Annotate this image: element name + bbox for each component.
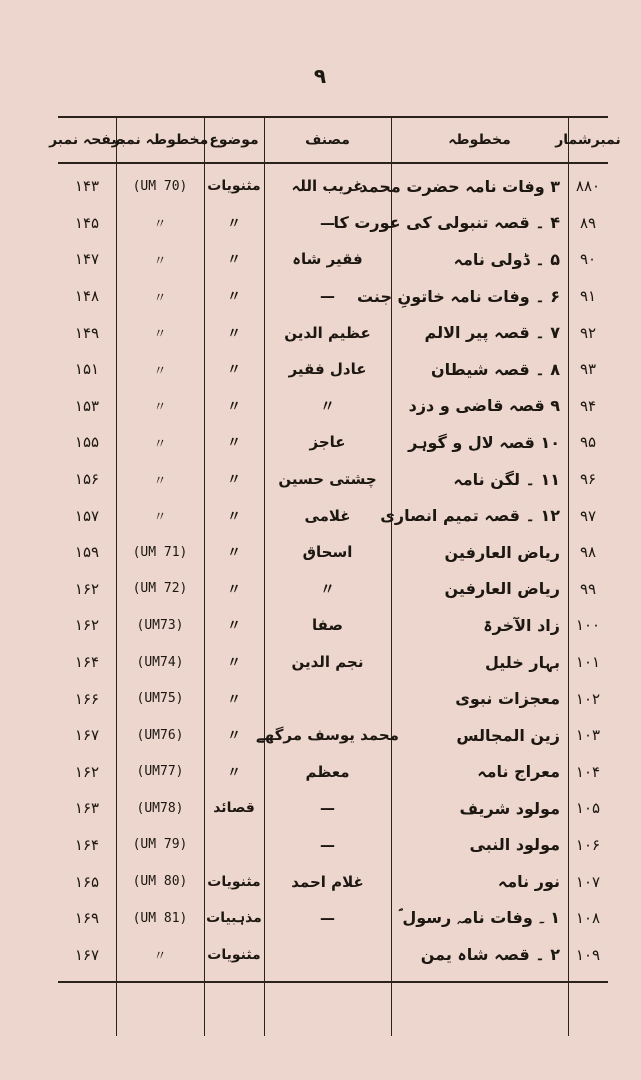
cell-page: ۱۶۲ xyxy=(74,616,100,635)
cell-subject: 〃 xyxy=(227,362,241,379)
table-row xyxy=(58,571,608,608)
cell-page: ۱۴۸ xyxy=(74,287,100,306)
cell-ms-number: (UM 72) xyxy=(132,581,188,597)
cell-ms-number: 〃 xyxy=(153,327,167,343)
cell-ms-number: 〃 xyxy=(153,510,167,526)
cell-serial: ۸۹ xyxy=(579,213,597,232)
cell-manuscript: ۱۲ ۔ قصہ تمیم انصاری xyxy=(380,506,560,526)
cell-serial: ۱۰۹ xyxy=(575,945,601,964)
table-header xyxy=(49,116,621,164)
cell-ms-number: 〃 xyxy=(153,400,167,416)
table-row xyxy=(58,863,608,900)
cell-manuscript: معجزات نبوی xyxy=(455,689,560,709)
cell-ms-number: (UM75) xyxy=(136,691,184,707)
cell-page: ۱۵۳ xyxy=(74,396,100,415)
cell-ms-number: (UM 71) xyxy=(132,544,188,560)
cell-ms-number: (UM77) xyxy=(136,764,184,780)
cell-subject: 〃 xyxy=(227,508,241,525)
cell-manuscript: زاد الآخرۃ xyxy=(483,615,560,635)
cell-page: ۱۶۹ xyxy=(74,909,100,928)
cell-subject: 〃 xyxy=(227,764,241,781)
cell-serial: ۹۳ xyxy=(579,360,597,379)
cell-page: ۱۴۹ xyxy=(74,323,100,342)
cell-manuscript: زین المجالس xyxy=(456,725,560,745)
manuscript-catalog-table xyxy=(49,116,621,983)
header-author: مصنف xyxy=(305,132,350,148)
cell-serial: ۱۰۴ xyxy=(575,762,601,781)
cell-serial: ۱۰۶ xyxy=(575,835,601,854)
cell-ms-number: 〃 xyxy=(153,473,167,489)
cell-manuscript: نور نامہ xyxy=(497,872,560,892)
cell-subject: 〃 xyxy=(227,691,241,708)
cell-ms-number: (UM76) xyxy=(136,727,184,743)
cell-page: ۱۴۳ xyxy=(74,177,100,196)
cell-author: — xyxy=(320,799,335,818)
cell-manuscript: ۲ ۔ قصہ شاہ یمن xyxy=(420,945,560,965)
cell-subject: مثنویات xyxy=(207,946,261,963)
cell-serial: ۱۰۰ xyxy=(575,616,601,635)
table-row xyxy=(58,900,608,937)
cell-ms-number: 〃 xyxy=(153,290,167,306)
cell-manuscript: ۴ ۔ قصہ تنبولی کی عورت کا xyxy=(333,213,560,233)
cell-subject: 〃 xyxy=(227,215,241,232)
cell-ms-number: (UM74) xyxy=(136,654,184,670)
cell-page: ۱۶۳ xyxy=(74,799,100,818)
cell-author: 〃 xyxy=(320,580,336,599)
cell-ms-number: 〃 xyxy=(153,436,167,452)
table-row xyxy=(58,644,608,681)
table-row xyxy=(58,680,608,717)
table-row xyxy=(58,388,608,425)
cell-manuscript: ۶ ۔ وفات نامہ خاتونِ جنت xyxy=(356,286,560,306)
cell-page: ۱۴۷ xyxy=(74,250,100,269)
cell-author xyxy=(264,680,391,717)
table-row xyxy=(58,497,608,534)
header-serial: نمبرشمار xyxy=(555,132,621,148)
cell-serial: ۹۷ xyxy=(579,506,597,525)
table-row xyxy=(58,424,608,461)
cell-subject: مثنویات xyxy=(207,873,261,890)
cell-subject: 〃 xyxy=(227,655,241,672)
table-row xyxy=(58,351,608,388)
cell-manuscript: ۹ قصہ قاضی و دزد xyxy=(408,396,560,416)
cell-ms-number: 〃 xyxy=(153,949,167,965)
cell-manuscript: ۸ ۔ قصہ شیطان xyxy=(431,359,560,379)
cell-manuscript: ۳ وفات نامہ حضرت محمد xyxy=(359,176,560,196)
table-row xyxy=(58,534,608,571)
cell-page: ۱۶۴ xyxy=(74,835,100,854)
cell-subject: 〃 xyxy=(227,289,241,306)
page-number: ۹ xyxy=(313,64,327,88)
cell-serial: ۹۲ xyxy=(579,323,597,342)
cell-author: اسحاق xyxy=(302,543,353,562)
cell-serial: ۹۹ xyxy=(579,579,597,598)
cell-ms-number: (UM73) xyxy=(136,617,184,633)
cell-author: 〃 xyxy=(320,397,336,416)
cell-author: غلام احمد xyxy=(291,872,364,891)
cell-author: چشتی حسین xyxy=(278,470,377,489)
table-row xyxy=(58,205,608,242)
cell-author: صفا xyxy=(312,616,343,635)
cell-manuscript: ریاض العارفین xyxy=(444,542,560,562)
cell-page: ۱۶۷ xyxy=(74,726,100,745)
cell-subject: 〃 xyxy=(227,398,241,415)
table-row xyxy=(58,754,608,791)
cell-manuscript: ۵ ۔ ڈولی نامہ xyxy=(453,249,560,269)
cell-author: فقیر شاہ xyxy=(292,250,363,269)
cell-serial: ۹۸ xyxy=(579,543,597,562)
cell-manuscript: مولود النبی xyxy=(469,835,560,855)
cell-subject xyxy=(204,827,264,864)
cell-author: عادل فقیر xyxy=(288,360,367,379)
cell-ms-number: 〃 xyxy=(153,217,167,233)
cell-page: ۱۵۱ xyxy=(74,360,100,379)
cell-serial: ۱۰۵ xyxy=(575,799,601,818)
cell-subject: مثنویات xyxy=(207,178,261,195)
table-row xyxy=(58,607,608,644)
table-row xyxy=(58,314,608,351)
cell-subject: 〃 xyxy=(227,472,241,489)
cell-page: ۱۵۵ xyxy=(74,433,100,452)
cell-author: — xyxy=(320,287,335,306)
cell-serial: ۹۱ xyxy=(579,287,597,306)
cell-author: نجم الدین xyxy=(291,653,364,672)
cell-manuscript: ۷ ۔ قصہ پیر الالم xyxy=(424,323,560,343)
cell-serial: ۸۸۰ xyxy=(575,177,601,196)
table-row xyxy=(58,241,608,278)
cell-subject: 〃 xyxy=(227,252,241,269)
cell-ms-number: (UM 79) xyxy=(132,837,188,853)
table-body xyxy=(58,164,608,983)
cell-serial: ۹۰ xyxy=(579,250,597,269)
cell-subject: 〃 xyxy=(227,325,241,342)
cell-manuscript: ۱ ۔ وفات نامہ رسول ؐ xyxy=(398,908,560,928)
header-subject: موضوع xyxy=(209,132,259,148)
cell-manuscript: مولود شریف xyxy=(459,798,560,818)
cell-manuscript: معراج نامہ xyxy=(477,762,560,782)
cell-author: عظیم الدین xyxy=(284,323,371,342)
cell-author: غلامی xyxy=(304,506,351,525)
header-manuscript: مخطوطہ xyxy=(448,132,511,148)
header-page: صفحہ نمبر xyxy=(49,132,125,148)
table-row xyxy=(58,936,608,973)
cell-serial: ۱۰۸ xyxy=(575,909,601,928)
cell-serial: ۹۴ xyxy=(579,396,597,415)
cell-page: ۱۶۶ xyxy=(74,689,100,708)
cell-author: — xyxy=(320,835,335,854)
cell-page: ۱۶۲ xyxy=(74,579,100,598)
cell-page: ۱۶۵ xyxy=(74,872,100,891)
table-row xyxy=(58,278,608,315)
cell-manuscript: ۱۰ قصہ لال و گوہر xyxy=(408,432,560,452)
cell-page: ۱۴۵ xyxy=(74,213,100,232)
cell-page: ۱۶۲ xyxy=(74,762,100,781)
table-row xyxy=(58,461,608,498)
cell-page: ۱۶۴ xyxy=(74,653,100,672)
cell-page: ۱۵۶ xyxy=(74,470,100,489)
cell-manuscript: ۱۱ ۔ لگن نامہ xyxy=(453,469,560,489)
cell-serial: ۱۰۷ xyxy=(575,872,601,891)
cell-page: ۱۵۹ xyxy=(74,543,100,562)
cell-subject: 〃 xyxy=(227,618,241,635)
cell-author: محمد یوسف مرگھے xyxy=(256,726,399,745)
cell-page: ۱۶۷ xyxy=(74,945,100,964)
cell-ms-number: (UM 70) xyxy=(132,178,188,194)
table-row xyxy=(58,790,608,827)
cell-manuscript: بہار خلیل xyxy=(484,652,560,672)
cell-ms-number: (UM 80) xyxy=(132,874,188,890)
table-row xyxy=(58,717,608,754)
cell-serial: ۱۰۱ xyxy=(575,653,601,672)
cell-author xyxy=(264,936,391,973)
cell-author: عاجز xyxy=(309,433,346,452)
cell-subject: 〃 xyxy=(227,728,241,745)
cell-page: ۱۵۷ xyxy=(74,506,100,525)
cell-author: غریب اللہ xyxy=(291,177,364,196)
cell-author: — xyxy=(320,213,335,232)
cell-serial: ۹۶ xyxy=(579,470,597,489)
cell-author: معظم xyxy=(305,762,350,781)
cell-serial: ۱۰۲ xyxy=(575,689,601,708)
table-row xyxy=(58,168,608,205)
cell-ms-number: (UM78) xyxy=(136,800,184,816)
cell-subject: 〃 xyxy=(227,581,241,598)
cell-manuscript: ریاض العارفین xyxy=(444,579,560,599)
cell-ms-number: 〃 xyxy=(153,253,167,269)
table-row xyxy=(58,827,608,864)
cell-subject: 〃 xyxy=(227,545,241,562)
header-ms-number: مخطوطہ نمبر xyxy=(111,132,209,148)
cell-author: — xyxy=(320,909,335,928)
cell-ms-number: 〃 xyxy=(153,363,167,379)
cell-subject: مذہبیات xyxy=(206,910,262,927)
cell-serial: ۹۵ xyxy=(579,433,597,452)
cell-ms-number: (UM 81) xyxy=(132,910,188,926)
cell-serial: ۱۰۳ xyxy=(575,726,601,745)
cell-subject: قصائد xyxy=(213,800,255,817)
cell-subject: 〃 xyxy=(227,435,241,452)
